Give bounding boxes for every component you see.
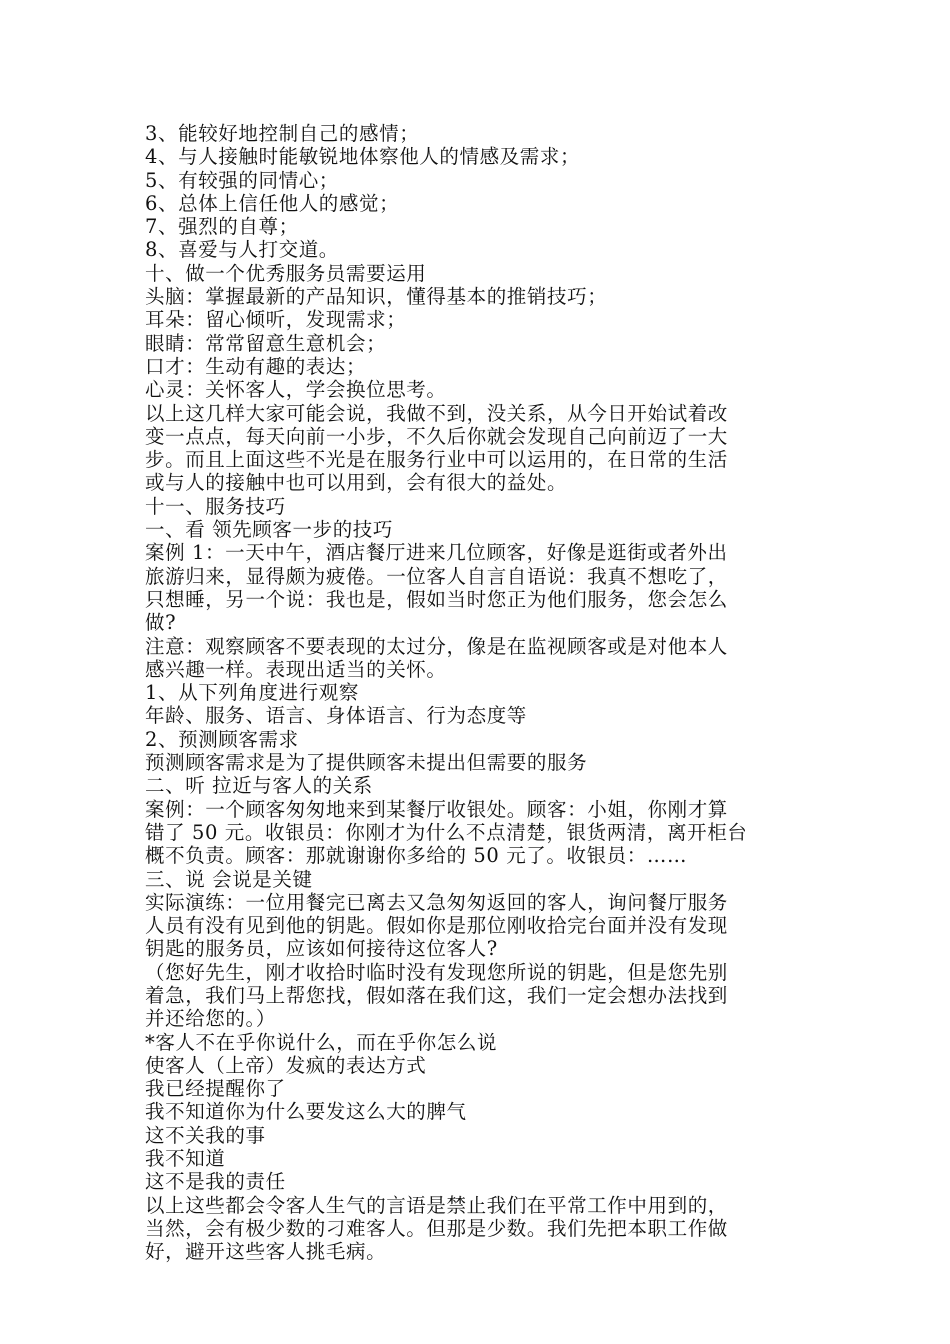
- section-heading: 十、做一个优秀服务员需要运用: [145, 261, 427, 285]
- paragraph-line: 步。而且上面这些不光是在服务行业中可以运用的，在日常的生活: [145, 448, 728, 472]
- paragraph-line: 旅游归来，显得颇为疲倦。一位客人自言自语说：我真不想吃了，: [145, 564, 728, 588]
- text-line: 8、喜爱与人打交道。: [145, 238, 339, 262]
- text-line: 6、总体上信任他人的感觉；: [145, 191, 400, 215]
- paragraph-line: 或与人的接触中也可以用到，会有很大的益处。: [145, 471, 568, 495]
- text-line: 眼睛：常常留意生意机会；: [145, 331, 387, 355]
- text-line: 心灵：关怀客人，学会换位思考。: [145, 378, 447, 402]
- text-line: 我不知道: [145, 1147, 226, 1171]
- text-line: *客人不在乎你说什么，而在乎你怎么说: [145, 1030, 498, 1054]
- paragraph-line: 注意：观察顾客不要表现的太过分，像是在监视顾客或是对他本人: [145, 634, 728, 658]
- section-heading: 十一、服务技巧: [145, 494, 286, 518]
- paragraph-line: 着急，我们马上帮您找，假如落在我们这，我们一定会想办法找到: [145, 983, 728, 1007]
- text-line: 3、能较好地控制自己的感情；: [145, 122, 420, 145]
- paragraph-line: 钥匙的服务员，应该如何接待这位客人?: [145, 937, 498, 961]
- paragraph-line: 实际演练：一位用餐完已离去又急匆匆返回的客人，询问餐厅服务: [145, 890, 728, 914]
- text-line: 口才：生动有趣的表达；: [145, 354, 367, 378]
- paragraph-line: （您好先生，刚才收拾时临时没有发现您所说的钥匙，但是您先别: [145, 960, 728, 984]
- paragraph-line: 人员有没有见到他的钥匙。假如你是那位刚收拾完台面并没有发现: [145, 914, 728, 938]
- paragraph-line: 好，避开这些客人挑毛病。: [145, 1240, 387, 1264]
- text-line: 这不关我的事: [145, 1123, 266, 1147]
- paragraph-line: 只想睡，另一个说：我也是，假如当时您正为他们服务，您会怎么: [145, 587, 728, 611]
- text-line: 耳朵：留心倾听，发现需求；: [145, 308, 407, 332]
- paragraph-line: 并还给您的。）: [145, 1007, 276, 1031]
- text-line: 1、从下列角度进行观察: [145, 681, 360, 705]
- paragraph-line: 以上这些都会令客人生气的言语是禁止我们在平常工作中用到的，: [145, 1193, 728, 1217]
- text-line: 年龄、服务、语言、身体语言、行为态度等: [145, 704, 527, 728]
- paragraph-line: 以上这几样大家可能会说，我做不到，没关系，从今日开始试着改: [145, 401, 728, 425]
- subsection-heading: 三、说 会说是关键: [145, 867, 313, 891]
- paragraph-line: 当然，会有极少数的刁难客人。但那是少数。我们先把本职工作做: [145, 1216, 728, 1240]
- document-page: [145, 122, 815, 1264]
- text-line: 预测顾客需求是为了提供顾客未提出但需要的服务: [145, 751, 588, 775]
- text-line: 2、预测顾客需求: [145, 727, 299, 751]
- paragraph-line: 做?: [145, 611, 177, 635]
- subsection-heading: 二、听 拉近与客人的关系: [145, 774, 373, 798]
- text-line: 这不是我的责任: [145, 1170, 286, 1194]
- text-line: 7、强烈的自尊；: [145, 215, 299, 239]
- text-line: 4、与人接触时能敏锐地体察他人的情感及需求；: [145, 145, 581, 169]
- paragraph-line: 案例 1：一天中午，酒店餐厅进来几位顾客，好像是逛街或者外出: [145, 541, 728, 565]
- subsection-heading: 一、看 领先顾客一步的技巧: [145, 518, 393, 542]
- paragraph-line: 变一点点，每天向前一小步，不久后你就会发现自己向前迈了一大: [145, 424, 728, 448]
- text-line: 使客人（上帝）发疯的表达方式: [145, 1053, 427, 1077]
- text-line: 头脑：掌握最新的产品知识，懂得基本的推销技巧；: [145, 285, 608, 309]
- paragraph-line: 错了 50 元。收银员：你刚才为什么不点清楚，银货两清，离开柜台: [145, 820, 748, 844]
- paragraph-line: 感兴趣一样。表现出适当的关怀。: [145, 657, 447, 681]
- paragraph-line: 案例：一个顾客匆匆地来到某餐厅收银处。顾客：小姐，你刚才算: [145, 797, 728, 821]
- text-line: 5、有较强的同情心；: [145, 168, 339, 192]
- text-line: 我不知道你为什么要发这么大的脾气: [145, 1100, 467, 1124]
- text-line: 我已经提醒你了: [145, 1077, 286, 1101]
- paragraph-line: 概不负责。顾客：那就谢谢你多给的 50 元了。收银员：……: [145, 844, 688, 868]
